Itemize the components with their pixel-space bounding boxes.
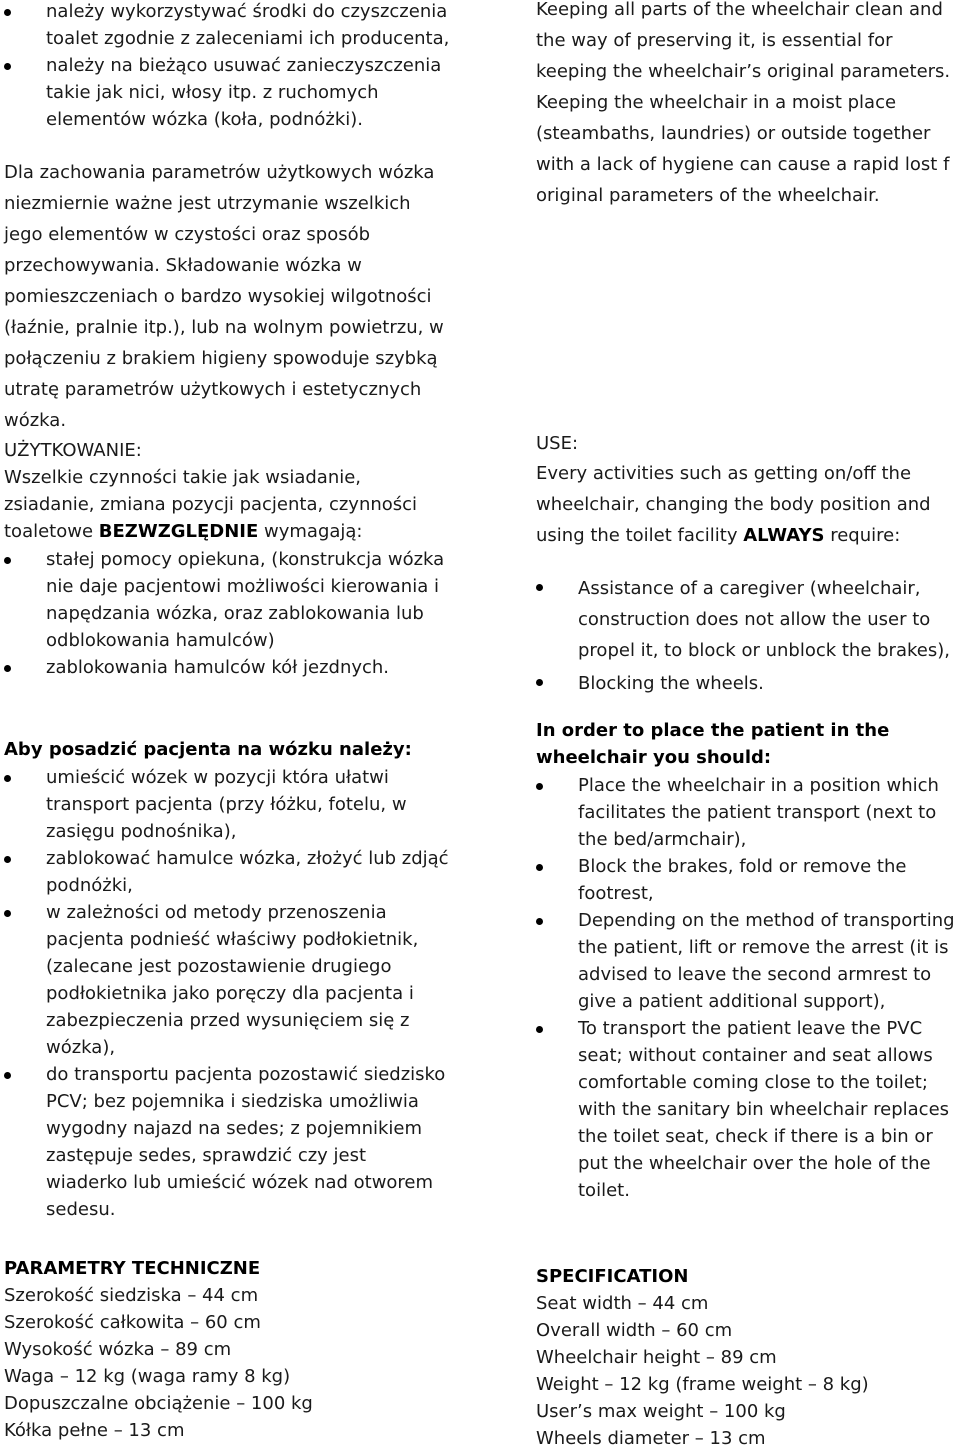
list-item: Blocking the wheels. [536, 668, 960, 699]
spec-line: Dopuszczalne obciążenie – 100 kg [4, 1393, 313, 1414]
spec-line: Seat width – 44 cm [536, 1293, 709, 1314]
list-item: Block the brakes, fold or remove the footrest, [536, 853, 960, 907]
list-item: zablokować hamulce wózka, złożyć lub zdjąć podnóżki, [4, 845, 452, 899]
list-item: umieścić wózek w pozycji która ułatwi transport pacjenta (przy łóżku, fotelu, w zasięgu podnośnika), [4, 764, 452, 845]
spec-line: Weight – 12 kg (frame weight – 8 kg) [536, 1374, 869, 1395]
usage-bullet-list [536, 573, 960, 699]
list-item: To transport the patient leave the PVC seat; without container and seat allows comfortable coming close to the toilet; with the sanitary bin wheelchair replaces the toilet seat, check if there is a bin or put the wheelchair over the hole of the toilet. [536, 1015, 960, 1204]
spec-heading: SPECIFICATION [536, 1266, 689, 1287]
spec-line: Kółka pełne – 13 cm [4, 1420, 185, 1441]
usage-heading: USE: [536, 433, 579, 454]
list-item: zablokowania hamulców kół jezdnych. [4, 654, 452, 681]
spec-list [4, 1282, 452, 1444]
usage-emphasis: ALWAYS [743, 525, 825, 546]
spec-line: Szerokość siedziska – 44 cm [4, 1285, 259, 1306]
usage-bullet-list [4, 546, 452, 681]
spec-list [536, 1290, 960, 1452]
list-item: Place the wheelchair in a position which facilitates the patient transport (next to the bed/armchair), [536, 772, 960, 853]
list-item: do transportu pacjenta pozostawić siedzisko PCV; bez pojemnika i siedziska umożliwia wygodny najazd na sedes; z pojemnikiem zastępuje sedes, sprawdzić czy jest wiaderko lub umieścić wózek nad otworem sedesu. [4, 1061, 452, 1223]
spec-line: Wheels diameter – 13 cm [536, 1428, 766, 1449]
spec-line: Overall width – 60 cm [536, 1320, 733, 1341]
seating-heading: Aby posadzić pacjenta na wózku należy: [4, 739, 412, 760]
care-paragraph: Keeping all parts of the wheelchair clean and the way of preserving it, is essential for keeping the wheelchair’s original parameters. Keeping the wheelchair in a moist place (steambaths, laundries) or outside together with a lack of hygiene can cause a rapid lost f original parameters of the wheelchair. [536, 0, 951, 206]
care-paragraph: Dla zachowania parametrów użytkowych wózka niezmiernie ważne jest utrzymanie wszelkich jego elementów w czystości oraz sposób przechowywania. Składowanie wózka w pomieszczeniach o bardzo wysokiej wilgotności (łaźnie, pralnie itp.), lub na wolnym powietrzu, w połączeniu z brakiem higieny spowoduje szybką utratę parametrów użytkowych i estetycznych wózka. [4, 162, 444, 431]
list-item: należy na bieżąco usuwać zanieczyszczenia takie jak nici, włosy itp. z ruchomych elementów wózka (koła, podnóżki). [4, 52, 452, 133]
spec-line: Waga – 12 kg (waga ramy 8 kg) [4, 1366, 291, 1387]
seating-heading: In order to place the patient in the wheelchair you should: [536, 720, 890, 768]
list-item: Depending on the method of transporting the patient, lift or remove the arrest (it is advised to leave the second armrest to give a patient additional support), [536, 907, 960, 1015]
seating-bullet-list [4, 764, 452, 1223]
usage-text-end: require: [824, 525, 901, 546]
usage-text: Every activities such as getting on/off the wheelchair, changing the body position and using the toilet facility [536, 463, 931, 546]
spec-line: Szerokość całkowita – 60 cm [4, 1312, 261, 1333]
spec-line: User’s max weight – 100 kg [536, 1401, 786, 1422]
usage-text-end: wymagają: [258, 521, 363, 542]
usage-text: Wszelkie czynności takie jak wsiadanie, zsiadanie, zmiana pozycji pacjenta, czynności toaletowe [4, 467, 418, 542]
list-item: w zależności od metody przenoszenia pacjenta podnieść właściwy podłokietnik, (zalecane jest pozostawienie drugiego podłokietnika jako poręczy dla pacjenta i zabezpieczenia przed wysunięciem się z wózka), [4, 899, 452, 1061]
spec-line: Wysokość wózka – 89 cm [4, 1339, 232, 1360]
spec-line: Wheelchair height – 89 cm [536, 1347, 777, 1368]
usage-paragraph [536, 458, 960, 551]
usage-paragraph [4, 464, 452, 545]
usage-heading: UŻYTKOWANIE: [4, 440, 142, 461]
cleaning-bullet-list [4, 0, 452, 133]
list-item: Assistance of a caregiver (wheelchair, construction does not allow the user to propel it, to block or unblock the brakes), [536, 573, 960, 666]
spec-heading: PARAMETRY TECHNICZNE [4, 1258, 261, 1279]
list-item: należy wykorzystywać środki do czyszczenia toalet zgodnie z zaleceniami ich producenta, [4, 0, 452, 52]
seating-bullet-list [536, 772, 960, 1204]
list-item: stałej pomocy opiekuna, (konstrukcja wózka nie daje pacjentowi możliwości kierowania i napędzania wózka, oraz zablokowania lub odblokowania hamulców) [4, 546, 452, 654]
usage-emphasis: BEZWZGLĘDNIE [98, 521, 259, 542]
